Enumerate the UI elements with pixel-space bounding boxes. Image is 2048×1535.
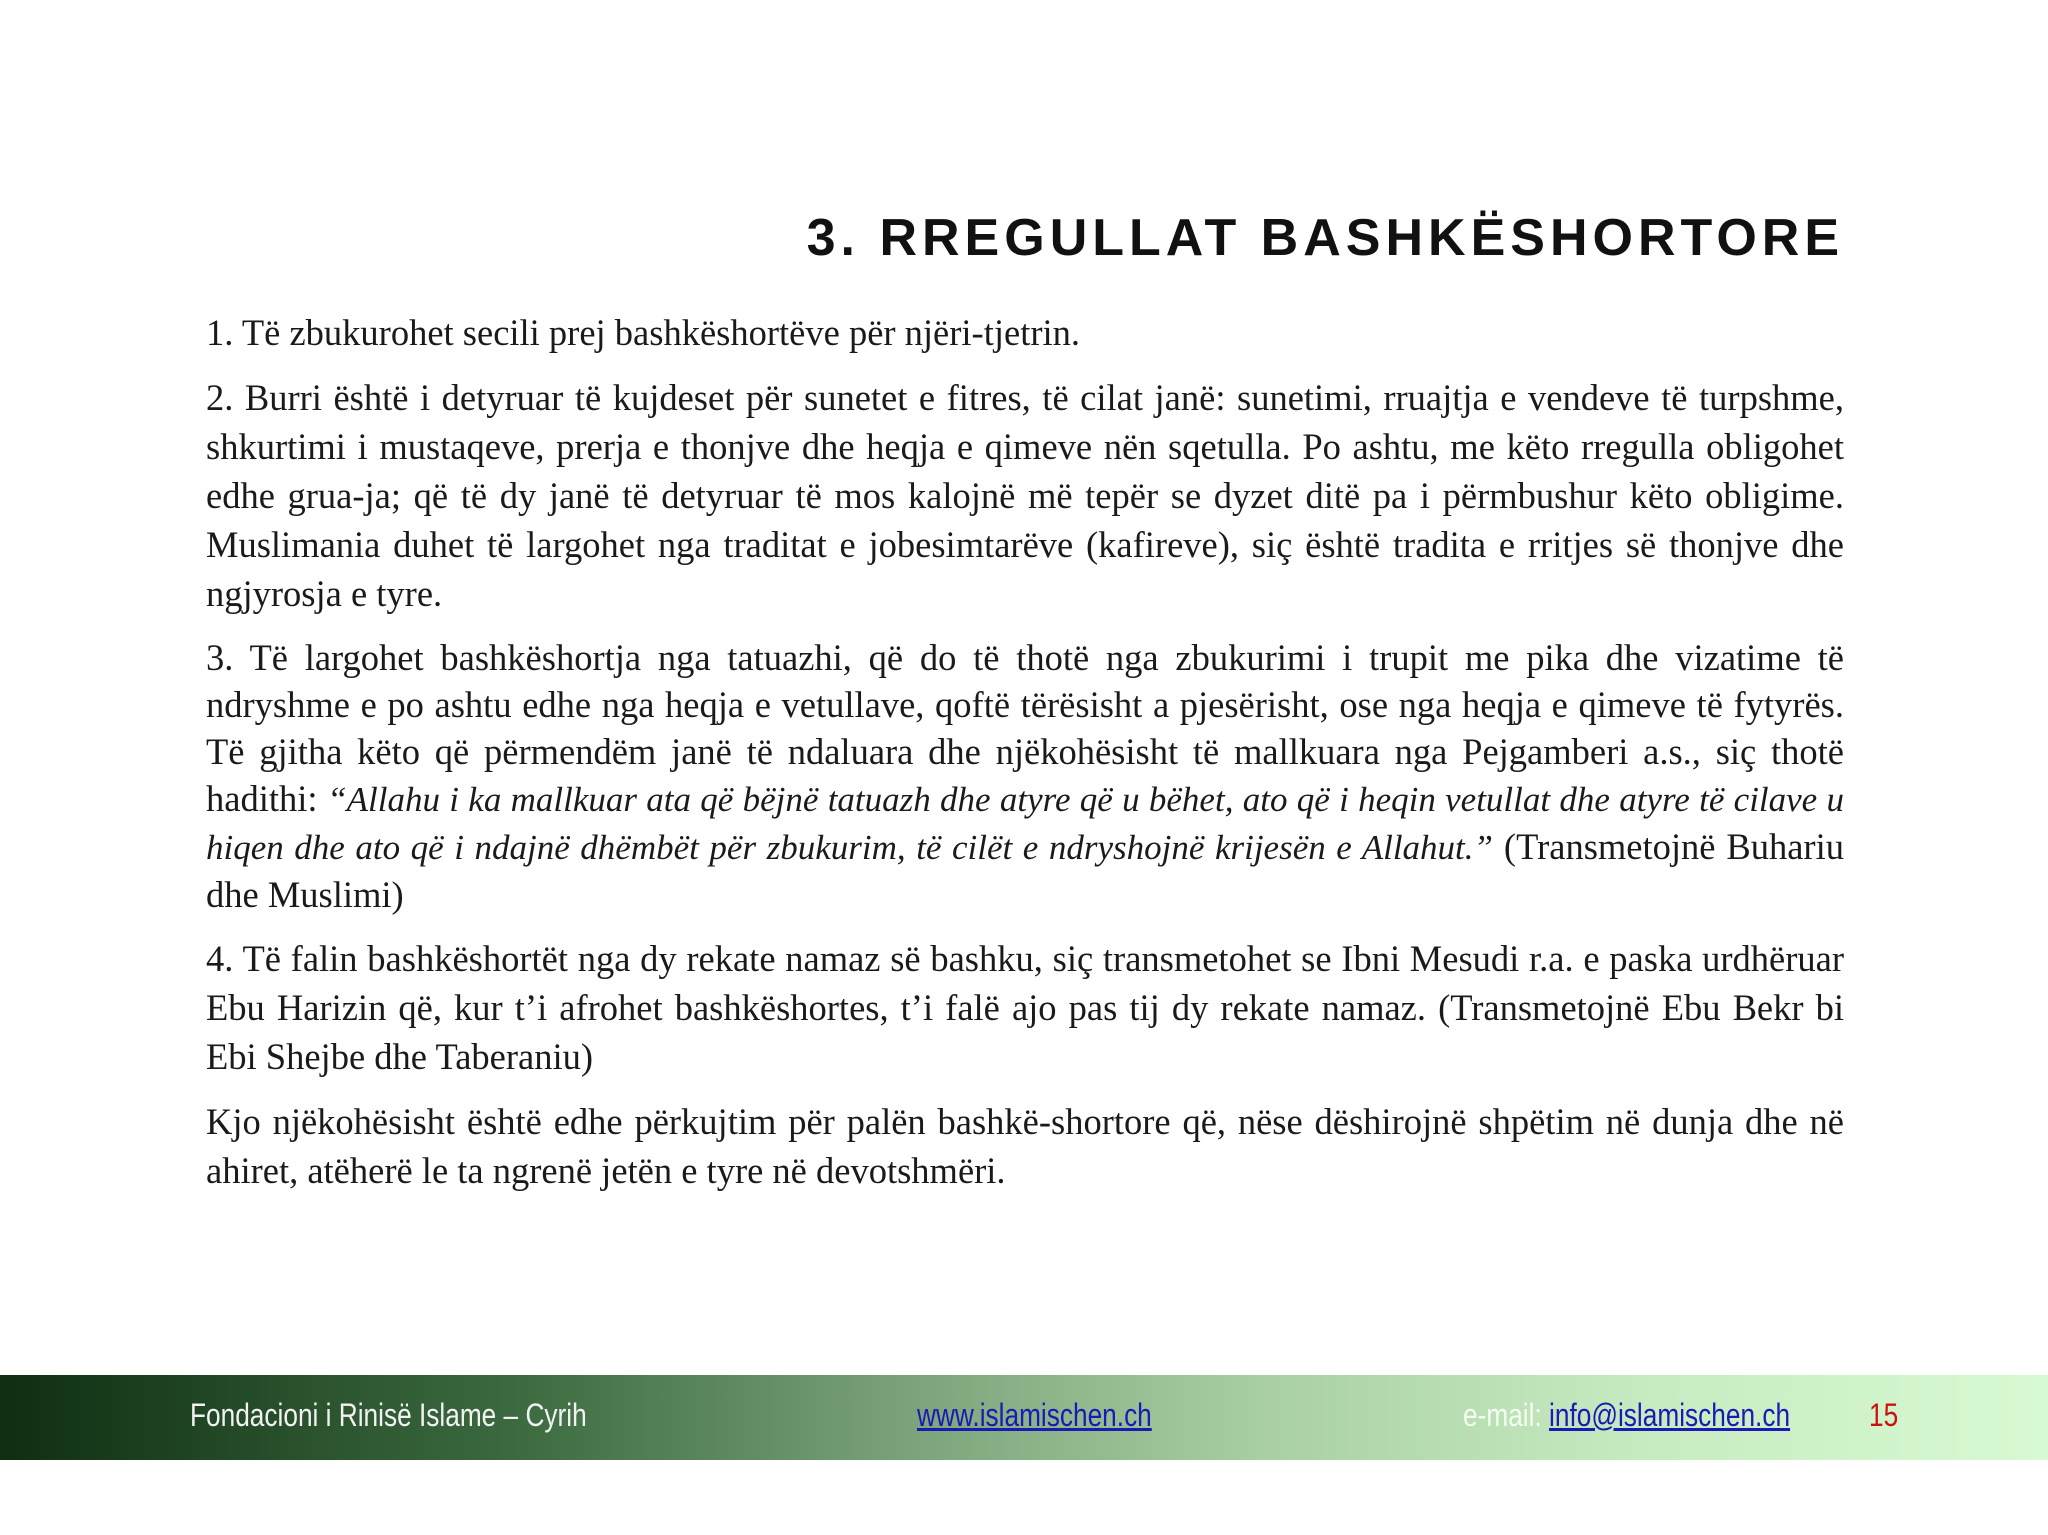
- paragraph-5: Kjo njëkohësisht është edhe përkujtim për palën bashkë-shortore që, nëse dëshirojnë shpëtim në dunja dhe në ahiret, atëherë le ta ngrenë jetën e tyre në devotshmëri.: [206, 1101, 1844, 1191]
- footer-email-link[interactable]: info@islamischen.ch: [1549, 1397, 1791, 1433]
- paragraph-3-intro: 3. Të largohet bashkëshortja nga tatuazhi, që do të thotë nga zbukurimi i trupit me pika dhe vizatime të ndryshme e po ashtu edhe nga heqja e vetullave, qoftë tërësisht a pjesërisht, ose nga heqja e qimeve të fytyrës. Të gjitha këto që përmendëm janë të ndaluara dhe njëkohësisht të mallkuara nga Pejgamberi a.s., siç thotë hadithi:: [206, 637, 1844, 819]
- footer-email-label: e-mail:: [1463, 1397, 1550, 1433]
- page-number: 15: [1869, 1397, 1899, 1433]
- footer-website-link[interactable]: www.islamischen.ch: [917, 1397, 1152, 1433]
- paragraph-1: 1. Të zbukurohet secili prej bashkëshortëve për njëri-tjetrin.: [206, 312, 1081, 353]
- footer-email: [1463, 1397, 1790, 1434]
- paragraph-2: 2. Burri është i detyruar të kujdeset për sunetet e fitres, të cilat janë: sunetimi, rruajtja e vendeve të turpshme, shkurtimi i mustaqeve, prerja e thonjve dhe heqja e qimeve nën sqetulla. Po ashtu, me këto rregulla obligohet edhe grua-ja; që të dy janë të detyruar të mos kalojnë më tepër se dyzet ditë pa i përmbushur këto obligime. Muslimania duhet të largohet nga traditat e jobesimtarëve (kafireve), siç është tradita e rritjes së thonjve dhe ngjyrosja e tyre.: [206, 377, 1844, 614]
- paragraph-3: [206, 634, 1844, 918]
- hadith-source: (Transmetojnë Buhariu dhe Muslimi): [206, 826, 1844, 915]
- footer-bar: [0, 1375, 2048, 1460]
- paragraph-4: 4. Të falin bashkëshortët nga dy rekate namaz së bashku, siç transmetohet se Ibni Mesudi r.a. e paska urdhëruar Ebu Harizin që, kur t’i afrohet bashkëshortes, t’i falë ajo pas tij dy rekate namaz. (Transmetojnë Ebu Bekr bi Ebi Shejbe dhe Taberaniu): [206, 938, 1844, 1077]
- hadith-quote: “Allahu i ka mallkuar ata që bëjnë tatuazh dhe atyre që u bëhet, ato që i heqin vetullat dhe atyre të cilave u hiqen dhe ato që i ndajnë dhëmbët për zbukurim, të cilët e ndryshojnë krijesën e Allahut.”: [206, 780, 1845, 867]
- document-body: [206, 308, 1844, 1211]
- footer-organization: Fondacioni i Rinisë Islame – Cyrih: [190, 1397, 587, 1433]
- page-title: 3. RREGULLAT BASHKËSHORTORE: [806, 209, 1844, 267]
